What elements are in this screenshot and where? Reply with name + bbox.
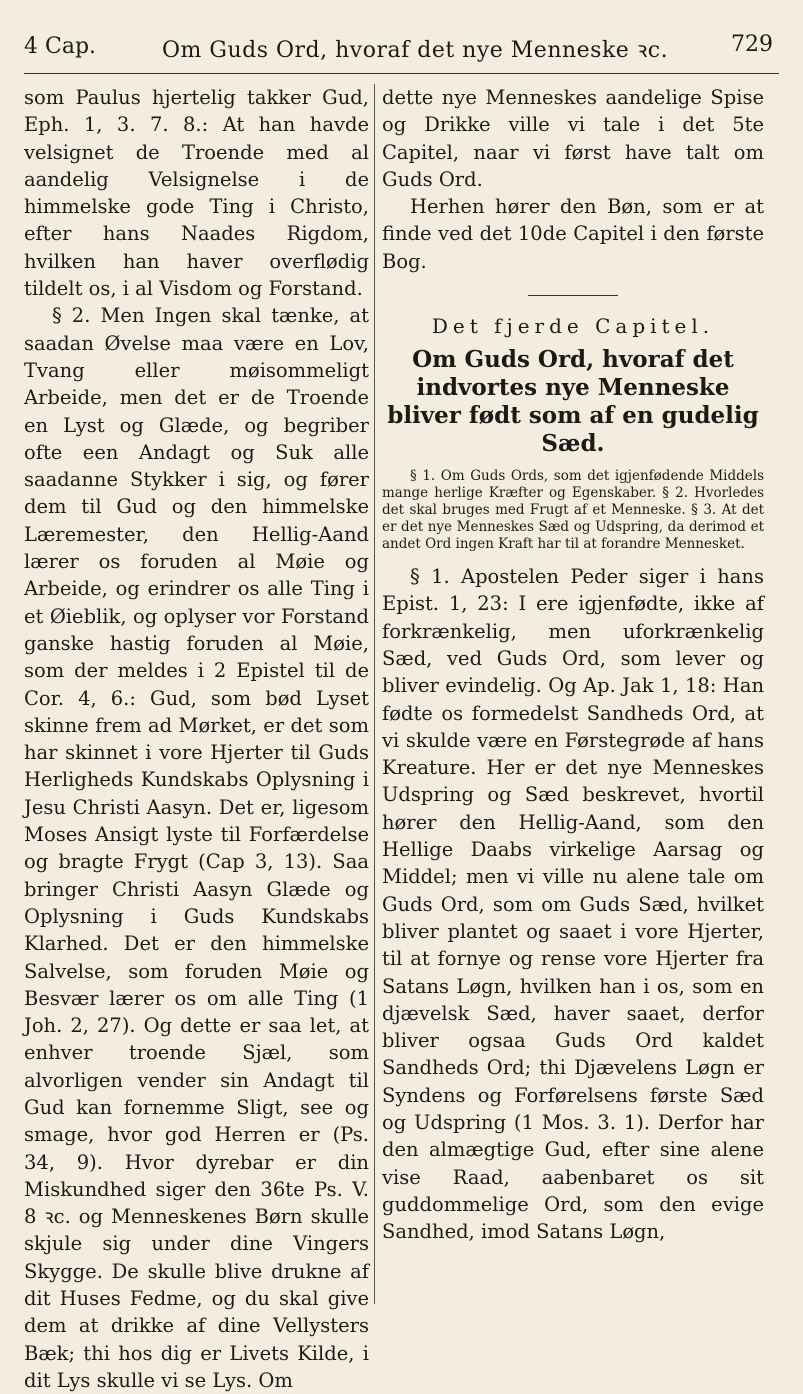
right-paragraph-prayer-reference: Herhen hører den Bøn, som er at finde ved det 10de Capitel i den første Bog. bbox=[382, 195, 764, 273]
right-paragraph-section-1: § 1. Apostelen Peder siger i hans Epist. 1, 23: I ere igjenfødte, ikke af forkrænkelig, men uforkrænkelig Sæd, ved Guds Ord, som lever og bliver evindelig. Og Ap. Jak 1, 18: Han fødte os formedelst Sandheds Ord, at vi skulde være en Førstegrøde af hans Kreature. Her er det nye Menneskes Udspring og Sæd beskrevet, hvortil hører den Hellig-Aand, som den Hellige Daabs virkelige Aarsag og Middel; men vi ville nu alene tale om Guds Ord, som om Guds Sæd, hvilket bliver plantet og saaet i vore Hjerter, til at fornye og rense vore Hjerter fra Satans Løgn, hvilken han i os, som en djævelsk Sæd, haver saaet, derfor bliver ogsaa Guds Ord kaldet Sandheds Ord; thi Djævelens Løgn er Syndens og Forførelsens første Sæd og Udspring (1 Mos. 3. 1). Derfor har den almægtige Gud, efter sine alene vise Raad, aabenbaret os sit guddommelige Ord, som den evige Sandhed, imod Satans Løgn, bbox=[382, 565, 764, 1244]
text-columns bbox=[24, 84, 779, 1392]
section-separator bbox=[528, 295, 618, 296]
left-column bbox=[24, 84, 369, 1394]
chapter-summary: § 1. Om Guds Ords, som det igjenfødende Middels mange herlige Kræfter og Egenskaber. § 2. Hvorledes det skal bruges med Frugt af et Menneske. § 3. At det er det nye Menneskes Sæd og Udspring, da derimod et andet Ord ingen Kraft har til at forandre Mennesket. bbox=[382, 468, 764, 553]
left-paragraph-continued: som Paulus hjertelig takker Gud, Eph. 1, 3. 7. 8.: At han havde velsignet de Troende med al aandelig Velsignelse i de himmelske gode Ting i Christo, efter hans Naades Rigdom, hvilken han haver overflødig tildelt os, i al Visdom og Forstand. bbox=[24, 86, 369, 301]
chapter-title: Om Guds Ord, hvoraf det indvortes nye Menneske bliver født som af en gudelig Sæd. bbox=[387, 346, 759, 458]
right-paragraph-continued: dette nye Menneskes aandelige Spise og Drikke ville vi tale i det 5te Capitel, naar vi først have talt om Guds Ord. bbox=[382, 86, 764, 191]
right-column bbox=[382, 84, 764, 1246]
column-divider bbox=[374, 84, 375, 1304]
page-number: 729 bbox=[731, 32, 773, 57]
header-chapter: 4 Cap. bbox=[24, 34, 97, 59]
header-rule bbox=[24, 73, 779, 74]
chapter-heading: Det fjerde Capitel. bbox=[431, 314, 715, 339]
left-paragraph-section-2: § 2. Men Ingen skal tænke, at saadan Øvelse maa være en Lov, Tvang eller møisommeligt Arbeide, men det er de Troende en Lyst og Glæde, og begriber ofte een Andagt og Suk alle saadanne Stykker i sig, og fører dem til Gud og den himmelske Læremester, den Hellig-Aand lærer os foruden al Møie og Arbeide, og erindrer os alle Ting i et Øieblik, og oplyser vor Forstand ganske hastig foruden al Møie, som der meldes i 2 Epistel til de Cor. 4, 6.: Gud, som bød Lyset skinne frem ad Mørket, er det som har skinnet i vore Hjerter til Guds Herligheds Kundskabs Oplysning i Jesu Christi Aasyn. Det er, ligesom Moses Ansigt lyste til Forfærdelse og bragte Frygt (Cap 3, 13). Saa bringer Christi Aasyn Glæde og Oplysning i Guds Kundskabs Klarhed. Det er den himmelske Salvelse, som foruden Møie og Besvær lærer os om alle Ting (1 Joh. 2, 27). Og dette er saa let, at enhver troende Sjæl, som alvorligen vender sin Andagt til Gud kan fornemme Sligt, see og smage, hvor god Herren er (Ps. 34, 9). Hvor dyrebar er din Miskundhed siger den 36te Ps. V. 8 ꝛc. og Menneskenes Børn skulle skjule sig under dine Vingers Skygge. De skulle blive drukne af dit Huses Fedme, og du skal give dem at drikke af dine Vellysters Bæk; thi hos dig er Livets Kilde, i dit Lys skulle vi se Lys. Om bbox=[24, 304, 369, 1392]
header-title: Om Guds Ord, hvoraf det nye Menneske ꝛc. bbox=[162, 38, 669, 63]
running-header bbox=[24, 28, 779, 74]
